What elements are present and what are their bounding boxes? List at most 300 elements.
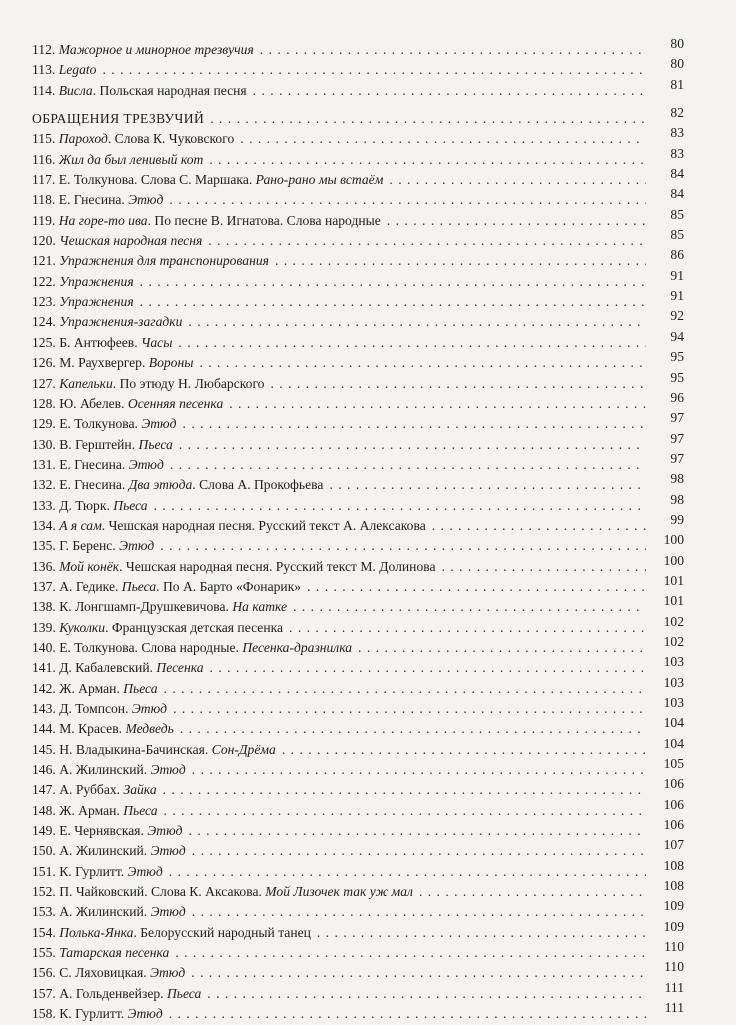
entry-title	[32, 638, 352, 658]
italic-title-part: Вороны	[148, 355, 194, 371]
title-part: А. Жилинский.	[59, 904, 151, 920]
italic-title-part: Этюд	[131, 701, 168, 716]
italic-title-part: Упражнения	[59, 273, 134, 289]
toc-entry	[32, 532, 684, 556]
page-number: 100	[663, 532, 684, 548]
title-part: К. Гурлитт.	[59, 863, 128, 879]
dot-leader	[173, 699, 646, 719]
toc-entry	[32, 186, 684, 210]
page-number: 95	[670, 369, 684, 385]
italic-title-part: На горе-то ива	[58, 212, 148, 228]
title-part: А. Жилинский.	[59, 762, 151, 778]
entry-title	[32, 251, 269, 271]
page-number: 80	[670, 36, 684, 51]
entry-number: 116.	[32, 151, 56, 167]
dot-leader	[199, 353, 646, 373]
dot-leader	[293, 597, 646, 617]
dot-leader	[170, 455, 646, 475]
italic-title-part: Legato	[58, 62, 97, 78]
entry-number: 155.	[32, 945, 56, 961]
title-part: . Чешская народная песня. Русский текст М. Долинова	[119, 558, 436, 574]
dot-leader	[275, 251, 646, 271]
entry-number: 152.	[32, 884, 56, 900]
entry-title	[32, 60, 96, 80]
toc-entry	[32, 572, 684, 597]
toc-entry	[32, 430, 684, 455]
page-number: 108	[663, 857, 684, 873]
title-part: Е. Гнесина.	[59, 477, 129, 493]
dot-leader	[209, 150, 646, 170]
entry-title	[32, 577, 301, 597]
title-part: М. Красев.	[59, 721, 126, 737]
toc-entry	[32, 918, 684, 943]
page-number: 105	[663, 756, 684, 772]
italic-title-part: Полька-Янка	[59, 924, 134, 940]
page-number: 111	[664, 979, 684, 995]
toc-entry	[32, 450, 684, 475]
entry-title	[32, 516, 426, 536]
italic-title-part: А я сам	[59, 517, 102, 533]
entry-number: 118.	[32, 192, 56, 208]
toc-entry	[32, 247, 684, 271]
dot-leader	[178, 333, 646, 353]
dot-leader	[329, 475, 646, 495]
entry-title	[32, 597, 287, 617]
title-part: К. Гурлитт.	[59, 1006, 128, 1022]
entry-title	[32, 740, 276, 760]
toc-entry	[32, 410, 684, 434]
title-part: Е. Гнесина.	[59, 456, 129, 472]
title-part: . Чешская народная песня. Русский текст А. Алексакова	[101, 517, 426, 533]
title-part: А. Руббах.	[59, 782, 124, 798]
dot-leader	[270, 374, 646, 394]
entry-title	[32, 231, 202, 251]
italic-title-part: Пароход	[58, 131, 108, 147]
entry-title	[32, 475, 323, 495]
dot-leader	[240, 129, 646, 149]
title-part: Н. Владыкина-Бачинская.	[59, 741, 212, 757]
dot-leader	[192, 760, 646, 780]
entry-title	[32, 414, 177, 434]
entry-number: 132.	[32, 477, 56, 493]
toc-entry	[32, 328, 684, 353]
dot-leader	[192, 902, 646, 922]
italic-title-part: Пьеса	[113, 497, 148, 513]
entry-title	[32, 312, 182, 332]
entry-title	[32, 455, 164, 475]
page-number: 102	[663, 613, 684, 629]
title-part: . По этюду Н. Любарского	[112, 375, 265, 391]
page-number: 98	[670, 471, 684, 487]
title-part: Е. Гнесина.	[58, 192, 129, 208]
dot-leader	[282, 740, 646, 760]
dot-leader	[140, 272, 646, 292]
toc-entry	[32, 979, 684, 1004]
dot-leader	[169, 1004, 646, 1024]
entry-title	[32, 536, 154, 556]
italic-title-part: Упражнения для транспонирования	[59, 253, 269, 269]
toc-entry	[32, 756, 684, 780]
title-part: В. Герштейн.	[59, 436, 139, 452]
page-number: 94	[670, 328, 684, 344]
title-part: М. Раухвергер.	[59, 355, 149, 371]
page-number: 81	[670, 76, 684, 92]
entry-title	[32, 374, 264, 394]
entry-title	[32, 40, 254, 60]
italic-title-part: Сон-Дрёма	[211, 741, 276, 757]
italic-title-part: Пьеса	[123, 802, 158, 818]
title-part: . Белорусский народный танец	[133, 924, 311, 940]
dot-leader	[387, 211, 646, 231]
toc-entry	[32, 613, 684, 638]
table-of-contents	[32, 36, 684, 1025]
entry-title	[32, 618, 283, 638]
toc-entry	[32, 288, 684, 312]
entry-number: 146.	[32, 762, 56, 778]
title-part: К. Лонгшамп-Друшкевичова.	[59, 599, 233, 615]
entry-title	[32, 821, 183, 841]
toc-entry	[32, 349, 684, 373]
title-part: Е. Толкунова. Слова народные.	[59, 639, 243, 655]
italic-title-part: Висла	[58, 82, 93, 98]
italic-title-part: Упражнения-загадки	[59, 314, 183, 330]
title-part: Б. Антюфеев.	[59, 334, 142, 350]
dot-leader	[432, 516, 646, 536]
dot-leader	[253, 81, 646, 101]
toc-entry	[32, 206, 684, 231]
entry-title	[32, 129, 234, 149]
entry-number: 123.	[32, 294, 56, 310]
italic-title-part: Песенка	[156, 660, 204, 676]
italic-title-part: Этюд	[127, 1006, 163, 1022]
page-number: 111	[664, 1000, 684, 1016]
title-part: . Слова К. Чуковского	[107, 131, 235, 147]
entry-title	[32, 801, 158, 821]
entry-title	[32, 679, 158, 699]
toc-entry	[32, 817, 684, 841]
title-part: Г. Беренс.	[59, 538, 120, 554]
italic-title-part: Татарская песенка	[59, 945, 170, 961]
page-number: 99	[670, 511, 684, 527]
entry-title	[32, 984, 201, 1004]
entry-number: 131.	[32, 456, 56, 472]
entry-title	[32, 272, 134, 292]
page-number: 97	[670, 450, 684, 466]
italic-title-part: Этюд	[127, 863, 163, 879]
italic-title-part: Песенка-дразнилка	[242, 639, 353, 655]
entry-title	[32, 292, 134, 312]
italic-title-part: Этюд	[119, 538, 155, 554]
dot-leader	[260, 40, 646, 60]
entry-number: 115.	[32, 131, 56, 147]
page-number: 82	[670, 105, 684, 121]
entry-title	[32, 902, 186, 922]
entry-title	[32, 435, 173, 455]
title-part: Ж. Арман.	[59, 680, 124, 696]
entry-number: 117.	[32, 172, 56, 188]
italic-title-part: Два этюда	[128, 477, 193, 493]
toc-entry	[32, 878, 684, 902]
italic-title-part: Этюд	[150, 843, 186, 859]
page-number: 109	[663, 918, 684, 934]
toc-entry	[32, 898, 684, 922]
entry-number: 138.	[32, 599, 56, 615]
page-number: 107	[663, 837, 684, 853]
dot-leader	[164, 679, 646, 699]
toc-entry	[32, 491, 684, 516]
entry-title	[32, 170, 383, 190]
entry-title	[32, 190, 163, 210]
entry-number: 141.	[32, 660, 56, 676]
italic-title-part: Упражнения	[59, 294, 134, 310]
entry-number: 150.	[32, 843, 56, 859]
toc-entry	[32, 36, 684, 60]
toc-entry	[32, 959, 684, 983]
entry-number: 135.	[32, 538, 56, 554]
entry-number: 137.	[32, 578, 56, 594]
toc-entry	[32, 654, 684, 678]
entry-title	[32, 862, 163, 882]
entry-number: 125.	[32, 334, 56, 350]
page-number: 110	[664, 959, 684, 975]
entry-title	[32, 658, 204, 678]
entry-number: 153.	[32, 904, 56, 920]
page-number: 110	[664, 939, 684, 955]
dot-leader	[188, 312, 646, 332]
entry-title	[32, 841, 186, 861]
dot-leader	[317, 923, 646, 943]
title-part: Д. Томпсон.	[59, 701, 132, 716]
italic-title-part: Пьеса	[166, 985, 202, 1001]
toc-entry	[32, 695, 684, 719]
title-part: . Слова А. Прокофьева	[192, 477, 324, 493]
toc-entry	[32, 471, 684, 495]
entry-number: 149.	[32, 823, 56, 839]
dot-leader	[191, 963, 646, 983]
italic-title-part: Этюд	[128, 456, 164, 472]
dot-leader	[183, 414, 646, 434]
entry-number: 134.	[32, 517, 56, 533]
entry-number: 158.	[32, 1006, 56, 1022]
page-number: 95	[670, 349, 684, 365]
title-part: П. Чайковский. Слова К. Аксакова.	[59, 884, 266, 900]
entry-number: 128.	[32, 395, 56, 411]
title-part: А. Гольденвейзер.	[59, 985, 167, 1001]
entry-number: 154.	[32, 924, 56, 940]
page-number: 103	[663, 674, 684, 690]
page-number: 85	[670, 227, 684, 243]
entry-number: 157.	[32, 985, 56, 1001]
page-number: 101	[663, 572, 684, 588]
entry-number: 119.	[32, 212, 56, 228]
page-number: 84	[670, 186, 684, 202]
dot-leader	[164, 801, 646, 821]
page-number: 106	[663, 776, 684, 792]
dot-leader	[210, 658, 646, 678]
dot-leader	[180, 719, 646, 739]
section-heading-row	[32, 105, 684, 129]
toc-entry	[32, 735, 684, 760]
entry-title	[32, 150, 203, 170]
title-part: Ю. Абелев.	[59, 395, 128, 411]
entry-number: 142.	[32, 680, 56, 696]
entry-number: 145.	[32, 741, 56, 757]
page-number: 97	[670, 430, 684, 446]
italic-title-part: Рано-рано мы встаём	[255, 172, 384, 188]
italic-title-part: Этюд	[141, 416, 177, 432]
italic-title-part: Зайка	[123, 782, 157, 798]
title-part: Е. Толкунова. Слова С. Маршака.	[58, 172, 256, 188]
entry-number: 126.	[32, 355, 56, 371]
entry-title	[32, 333, 172, 353]
italic-title-part: Мой Лизочек так уж мал	[265, 884, 413, 900]
entry-number: 144.	[32, 721, 56, 737]
entry-title	[32, 963, 185, 983]
title-part: . Французская детская песенка	[105, 619, 284, 635]
entry-title	[32, 557, 436, 577]
toc-entry	[32, 1000, 684, 1024]
page-number: 92	[670, 308, 684, 324]
page-number: 104	[663, 735, 684, 751]
page-number: 106	[663, 817, 684, 833]
page-number: 108	[663, 878, 684, 894]
page-number: 106	[663, 796, 684, 812]
toc-entry	[32, 267, 684, 292]
entry-number: 120.	[32, 233, 56, 249]
dot-leader	[419, 882, 646, 902]
title-part: ОБРАЩЕНИЯ ТРЕЗВУЧИЙ	[32, 111, 205, 127]
italic-title-part: Куколки	[59, 619, 106, 635]
entry-title	[32, 394, 223, 414]
entry-title	[32, 353, 193, 373]
entry-number: 147.	[32, 782, 56, 798]
toc-entry	[32, 857, 684, 882]
italic-title-part: Пьеса	[121, 578, 157, 594]
entry-number: 122.	[32, 273, 56, 289]
entry-number: 113.	[32, 62, 56, 78]
toc-entry	[32, 145, 684, 170]
page-number: 100	[663, 552, 684, 568]
entry-number: 140.	[32, 639, 56, 655]
toc-entry	[32, 633, 684, 658]
italic-title-part: Жил да был ленивый кот	[58, 151, 204, 167]
page-number: 101	[663, 593, 684, 609]
toc-entry	[32, 369, 684, 394]
page-number: 103	[663, 695, 684, 710]
italic-title-part: Капельки	[59, 375, 113, 391]
dot-leader	[189, 821, 646, 841]
page-number: 109	[663, 898, 684, 914]
italic-title-part: Этюд	[150, 762, 186, 778]
dot-leader	[154, 496, 646, 516]
toc-entry	[32, 308, 684, 332]
dot-leader	[192, 841, 646, 861]
toc-entry	[32, 56, 684, 80]
page-number: 86	[670, 247, 684, 263]
dot-leader	[175, 943, 646, 963]
dot-leader	[229, 394, 646, 414]
section-heading	[32, 109, 204, 129]
italic-title-part: Этюд	[150, 904, 186, 920]
title-part: Д. Тюрк.	[59, 497, 114, 513]
dot-leader	[169, 862, 646, 882]
entry-title	[32, 1004, 163, 1024]
entry-title	[32, 923, 311, 943]
italic-title-part: Часы	[141, 334, 173, 350]
entry-number: 133.	[32, 497, 56, 513]
entry-number: 139.	[32, 619, 56, 635]
dot-leader	[210, 109, 646, 129]
page-number: 80	[670, 56, 684, 72]
entry-title	[32, 496, 148, 516]
italic-title-part: Этюд	[128, 192, 164, 208]
page-number: 97	[670, 410, 684, 426]
page-number: 104	[663, 715, 684, 731]
page-number: 98	[670, 491, 684, 507]
toc-entry	[32, 674, 684, 699]
dot-leader	[160, 536, 646, 556]
italic-title-part: Осенняя песенка	[127, 395, 224, 411]
page-number: 102	[663, 633, 684, 649]
entry-number: 112.	[32, 42, 56, 57]
dot-leader	[307, 577, 646, 597]
title-part: Е. Чернявская.	[59, 823, 148, 839]
title-part: . По песне В. Игнатова. Слова народные	[147, 212, 381, 228]
page-number: 84	[670, 166, 684, 182]
toc-entry	[32, 76, 684, 101]
entry-number: 129.	[32, 416, 56, 432]
title-part: А. Жилинский.	[59, 843, 151, 859]
entry-number: 130.	[32, 436, 56, 452]
dot-leader	[389, 170, 646, 190]
dot-leader	[207, 984, 646, 1004]
italic-title-part: Этюд	[147, 823, 183, 839]
entry-title	[32, 780, 157, 800]
italic-title-part: Этюд	[150, 965, 186, 981]
dot-leader	[442, 557, 646, 577]
dot-leader	[140, 292, 646, 312]
page-number: 103	[663, 654, 684, 670]
italic-title-part: Чешская народная песня	[59, 233, 203, 249]
entry-number: 148.	[32, 802, 56, 818]
entry-number: 121.	[32, 253, 56, 269]
italic-title-part: На катке	[232, 599, 288, 615]
page-number: 83	[670, 125, 684, 141]
toc-entry	[32, 166, 684, 190]
dot-leader	[289, 618, 646, 638]
page-number: 96	[670, 389, 684, 405]
entry-title	[32, 943, 169, 963]
toc-entry	[32, 715, 684, 739]
toc-entry	[32, 776, 684, 800]
entry-title	[32, 699, 167, 719]
toc-entry	[32, 389, 684, 414]
dot-leader	[102, 60, 646, 80]
entry-title	[32, 882, 413, 902]
title-part: . По А. Барто «Фонарик»	[156, 578, 302, 594]
dot-leader	[169, 190, 646, 210]
page-number: 83	[670, 145, 684, 161]
toc-entry	[32, 837, 684, 861]
entry-number: 127.	[32, 375, 56, 391]
entry-number: 143.	[32, 701, 56, 716]
entry-number: 151.	[32, 863, 56, 879]
toc-entry	[32, 796, 684, 821]
toc-entry	[32, 939, 684, 963]
entry-title	[32, 211, 381, 231]
toc-entry	[32, 511, 684, 536]
toc-entry	[32, 593, 684, 617]
